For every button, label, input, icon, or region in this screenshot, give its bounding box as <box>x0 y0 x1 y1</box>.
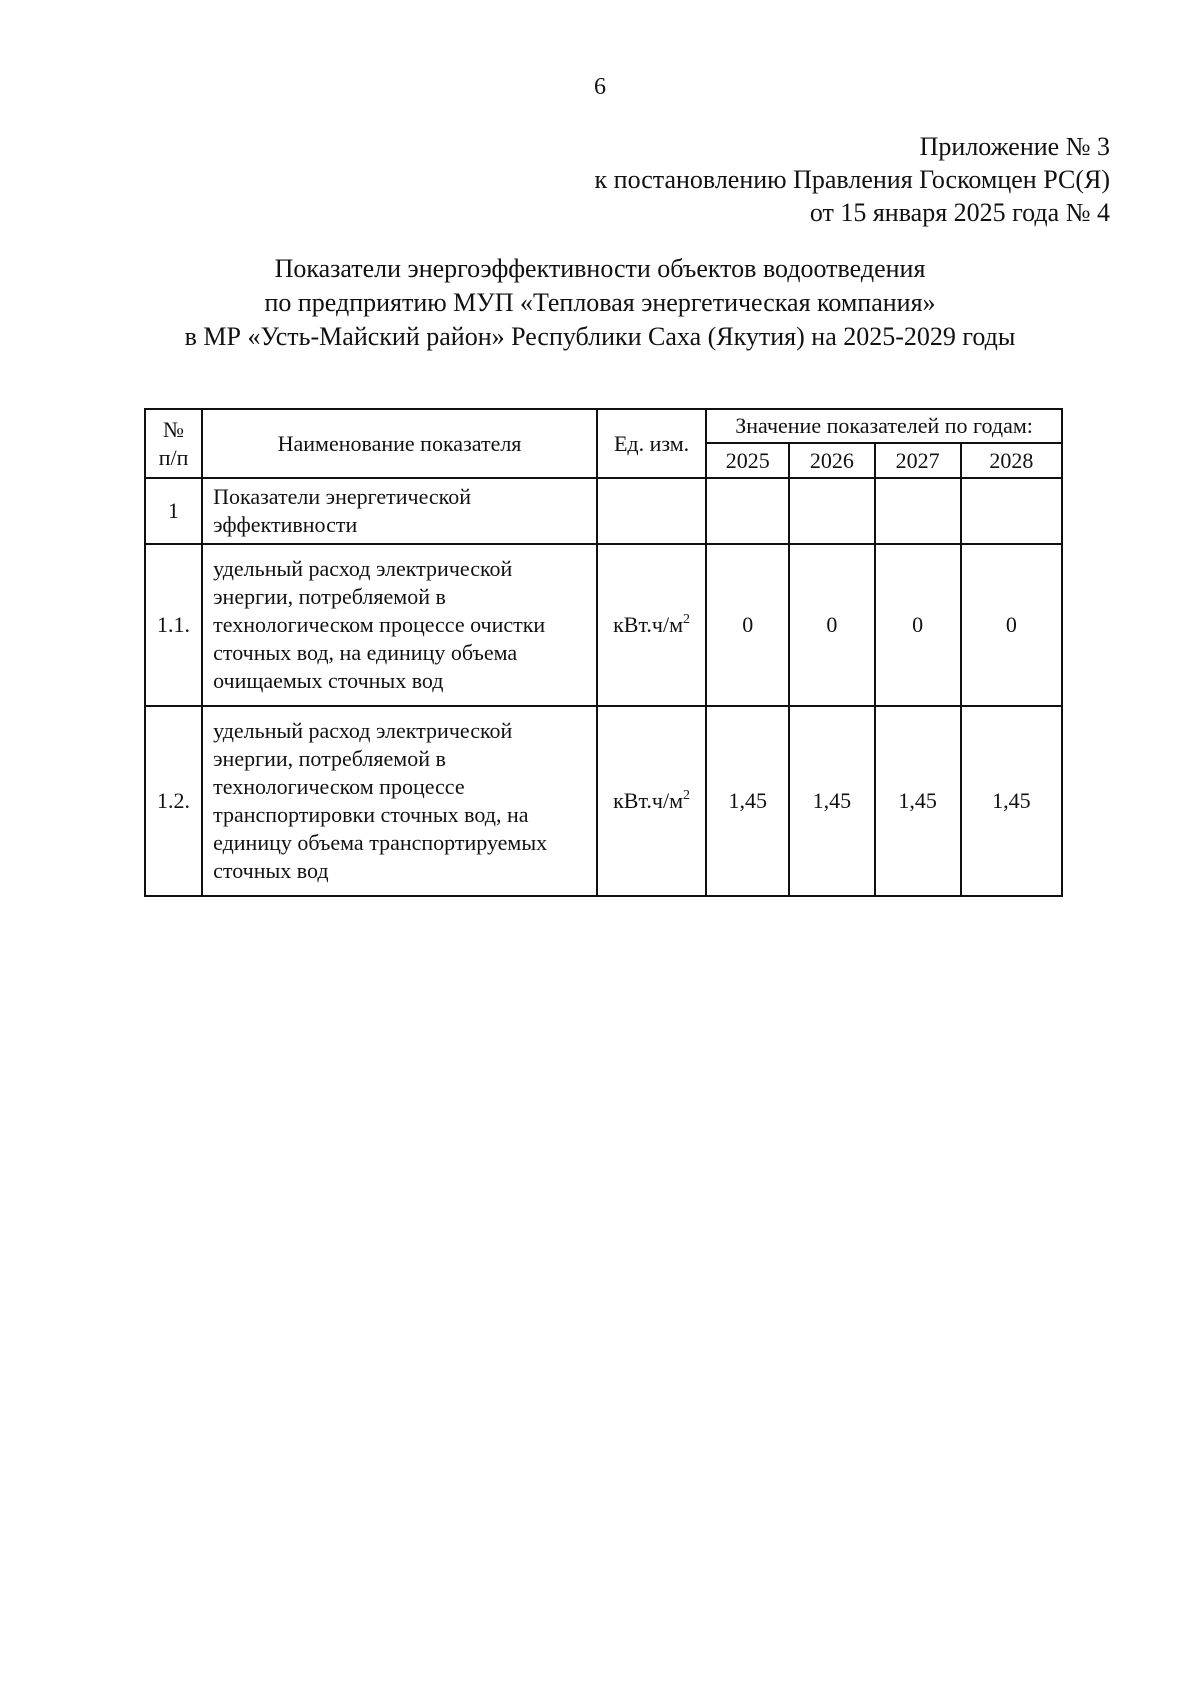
unit-cell <box>597 478 706 544</box>
appendix-line-3: от 15 января 2025 года № 4 <box>809 198 1110 227</box>
value-cell: 0 <box>961 544 1062 706</box>
unit-superscript: 2 <box>683 788 690 803</box>
row-number: 1 <box>145 478 202 544</box>
title-line-1: Показатели энергоэффективности объектов водоотведения <box>274 254 926 283</box>
indicators-table <box>144 408 1063 897</box>
value-cell: 1,45 <box>789 706 874 896</box>
indicator-name: Показатели энергетической эффективности <box>202 478 597 544</box>
page-number: 6 <box>594 74 606 100</box>
appendix-line-1: Приложение № 3 <box>919 132 1110 161</box>
table-row <box>145 706 1062 896</box>
unit-text: кВт.ч/м <box>613 788 683 813</box>
title-line-2: по предприятию МУП «Тепловая энергетическая компания» <box>264 288 936 317</box>
unit-cell <box>597 544 706 706</box>
header-values-group: Значение показателей по годам: <box>706 409 1062 443</box>
value-cell <box>961 478 1062 544</box>
title-line-3: в МР «Усть-Майский район» Республики Саха (Якутия) на 2025-2029 годы <box>184 322 1016 351</box>
header-year: 2028 <box>961 443 1062 478</box>
header-year: 2025 <box>706 443 789 478</box>
header-row <box>145 409 1062 443</box>
value-cell: 0 <box>875 544 961 706</box>
unit-superscript: 2 <box>683 612 690 627</box>
header-num <box>145 409 202 478</box>
unit-cell <box>597 706 706 896</box>
header-year: 2026 <box>789 443 874 478</box>
value-cell: 1,45 <box>706 706 789 896</box>
value-cell: 0 <box>706 544 789 706</box>
value-cell: 1,45 <box>875 706 961 896</box>
appendix-header <box>595 130 1110 229</box>
header-year: 2027 <box>875 443 961 478</box>
header-name: Наименование показателя <box>202 409 597 478</box>
value-cell <box>706 478 789 544</box>
table-row <box>145 544 1062 706</box>
indicator-name: удельный расход электрической энергии, потребляемой в технологическом процессе очистки сточных вод, на единицу объема очищаемых сточных вод <box>202 544 597 706</box>
document-title <box>0 252 1200 354</box>
value-cell: 0 <box>789 544 874 706</box>
unit-text: кВт.ч/м <box>613 612 683 637</box>
value-cell <box>789 478 874 544</box>
value-cell <box>875 478 961 544</box>
header-num-line-2: п/п <box>158 444 189 470</box>
header-num-line-1: № <box>163 416 185 442</box>
indicator-name: удельный расход электрической энергии, потребляемой в технологическом процессе транспортировки сточных вод, на единицу объема транспортируемых сточных вод <box>202 706 597 896</box>
row-number: 1.1. <box>145 544 202 706</box>
value-cell: 1,45 <box>961 706 1062 896</box>
table-row <box>145 478 1062 544</box>
header-unit: Ед. изм. <box>597 409 706 478</box>
appendix-line-2: к постановлению Правления Госкомцен РС(Я) <box>594 165 1110 194</box>
row-number: 1.2. <box>145 706 202 896</box>
